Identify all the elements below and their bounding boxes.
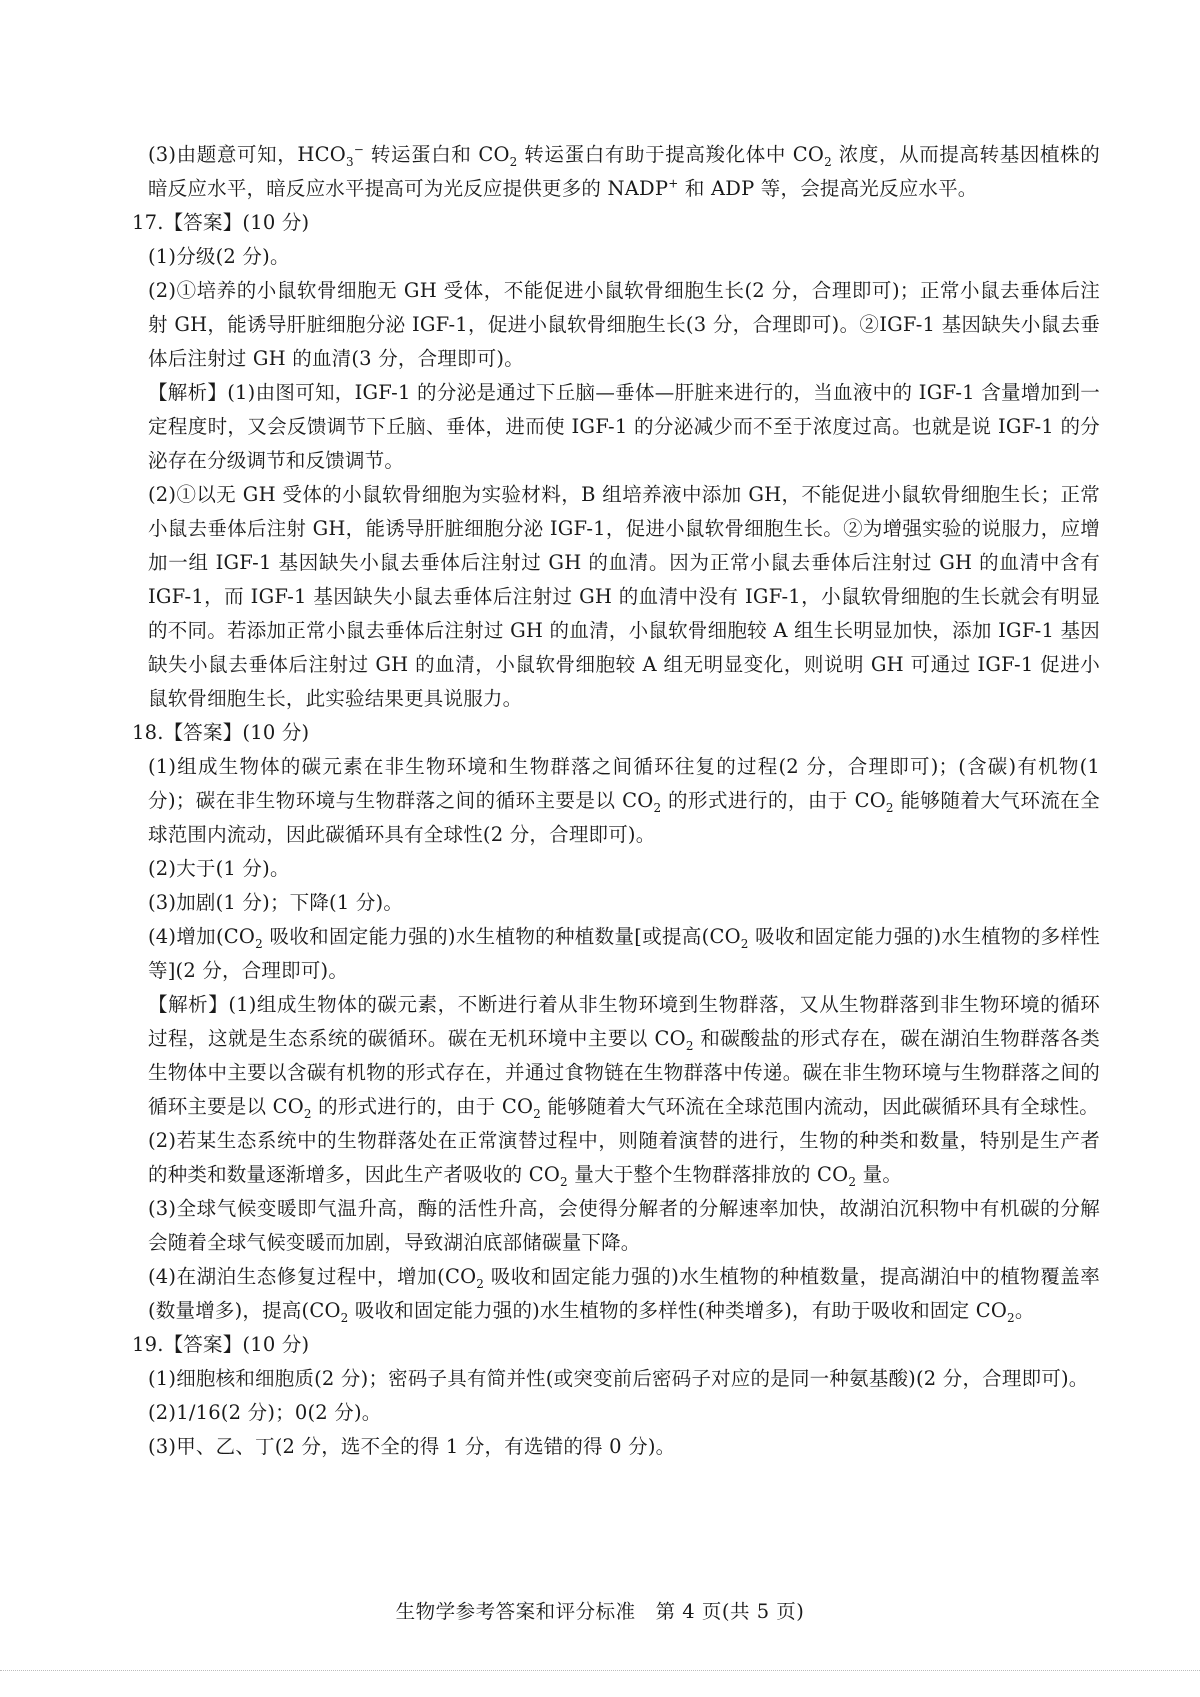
answer-paragraph: (4)增加($CO_2$ 吸收和固定能力强的)水生植物的种植数量[或提高($CO_2$ 吸收和固定能力强的)水生植物的多样性等](2 分，合理即可)。 — [148, 925, 1100, 982]
answer-paragraph: 【解析】(1)组成生物体的碳元素，不断进行着从非生物环境到生物群落，又从生物群落到非生物环境的循环过程，这就是生态系统的碳循环。碳在无机环境中主要以 $CO_2$ 和碳酸盐的形式存在，碳在湖泊生物群落各类生物体中主要以含碳有机物的形式存在，并通过食物链在生物群落中传递。碳在非生物环境与生物群落之间的循环主要是以 $CO_2$ 的形式进行的，由于 $CO_2$ 能够随着大气环流在全球范围内流动，因此碳循环具有全球性。 — [148, 993, 1100, 1121]
answer-paragraph: (4)在湖泊生态修复过程中，增加($CO_2$ 吸收和固定能力强的)水生植物的种植数量，提高湖泊中的植物覆盖率(数量增多)，提高($CO_2$ 吸收和固定能力强的)水生植物的多样性(种类增多)，有助于吸收和固定 $CO_2$。 — [148, 1265, 1100, 1325]
answer-paragraph: (3)甲、乙、丁(2 分，选不全的得 1 分，有选错的得 0 分)。 — [148, 1435, 676, 1458]
answer-paragraph: (3)全球气候变暖即气温升高，酶的活性升高，会使得分解者的分解速率加快，故湖泊沉积物中有机碳的分解会随着全球气候变暖而加剧，导致湖泊底部储碳量下降。 — [148, 1197, 1100, 1254]
question-answer-header: 19.【答案】(10 分) — [132, 1333, 310, 1356]
question-answer-header: 17.【答案】(10 分) — [132, 211, 310, 234]
answer-paragraph: (1)细胞核和细胞质(2 分)；密码子具有简并性(或突变前后密码子对应的是同一种氨基酸)(2 分，合理即可)。 — [148, 1367, 1089, 1390]
answer-paragraph: (3)加剧(1 分)；下降(1 分)。 — [148, 891, 404, 914]
answer-paragraph: (2)①培养的小鼠软骨细胞无 GH 受体，不能促进小鼠软骨细胞生长(2 分，合理即可)；正常小鼠去垂体后注射 GH，能诱导肝脏细胞分泌 IGF-1，促进小鼠软骨细胞生长(3 分，合理即可)。②IGF-1 基因缺失小鼠去垂体后注射过 GH 的血清(3 分，合理即可)。 — [148, 279, 1100, 370]
question-answer-header: 18.【答案】(10 分) — [132, 721, 310, 744]
answer-content — [134, 138, 1100, 1464]
answer-paragraph: (3)由题意可知，$HCO_3^-$ 转运蛋白和 $CO_2$ 转运蛋白有助于提高羧化体中 $CO_2$ 浓度，从而提高转基因植株的暗反应水平，暗反应水平提高可为光反应提供更多的 NADP+ 和 ADP 等，会提高光反应水平。 — [148, 142, 1101, 200]
answer-paragraph: (2)大于(1 分)。 — [148, 857, 290, 880]
answer-paragraph: (1)分级(2 分)。 — [148, 245, 290, 268]
answer-paragraph: (2)若某生态系统中的生物群落处在正常演替过程中，则随着演替的进行，生物的种类和数量，特别是生产者的种类和数量逐渐增多，因此生产者吸收的 $CO_2$ 量大于整个生物群落排放的 $CO_2$ 量。 — [148, 1129, 1100, 1189]
answer-paragraph: 【解析】(1)由图可知，IGF-1 的分泌是通过下丘脑—垂体—肝脏来进行的，当血液中的 IGF-1 含量增加到一定程度时，又会反馈调节下丘脑、垂体，进而使 IGF-1 的分泌减少而不至于浓度过高。也就是说 IGF-1 的分泌存在分级调节和反馈调节。 — [148, 381, 1100, 472]
bottom-dotted-rule — [0, 1670, 1200, 1672]
answer-paragraph: (2)1/16(2 分)；0(2 分)。 — [148, 1401, 382, 1424]
page-footer: 生物学参考答案和评分标准 第 4 页(共 5 页) — [395, 1600, 805, 1623]
answer-paragraph: (1)组成生物体的碳元素在非生物环境和生物群落之间循环往复的过程(2 分，合理即可)；(含碳)有机物(1 分)；碳在非生物环境与生物群落之间的循环主要是以 $CO_2$ 的形式进行的，由于 $CO_2$ 能够随着大气环流在全球范围内流动，因此碳循环具有全球性(2 分，合理即可)。 — [148, 755, 1100, 846]
answer-paragraph: (2)①以无 GH 受体的小鼠软骨细胞为实验材料，B 组培养液中添加 GH，不能促进小鼠软骨细胞生长；正常小鼠去垂体后注射 GH，能诱导肝脏细胞分泌 IGF-1，促进小鼠软骨细胞生长。②为增强实验的说服力，应增加一组 IGF-1 基因缺失小鼠去垂体后注射过 GH 的血清。因为正常小鼠去垂体后注射过 GH 的血清中含有 IGF-1，而 IGF-1 基因缺失小鼠去垂体后注射过 GH 的血清中没有 IGF-1，小鼠软骨细胞的生长就会有明显的不同。若添加正常小鼠去垂体后注射过 GH 的血清，小鼠软骨细胞较 A 组生长明显加快，添加 IGF-1 基因缺失小鼠去垂体后注射过 GH 的血清，小鼠软骨细胞较 A 组无明显变化，则说明 GH 可通过 IGF-1 促进小鼠软骨细胞生长，此实验结果更具说服力。 — [148, 483, 1100, 710]
